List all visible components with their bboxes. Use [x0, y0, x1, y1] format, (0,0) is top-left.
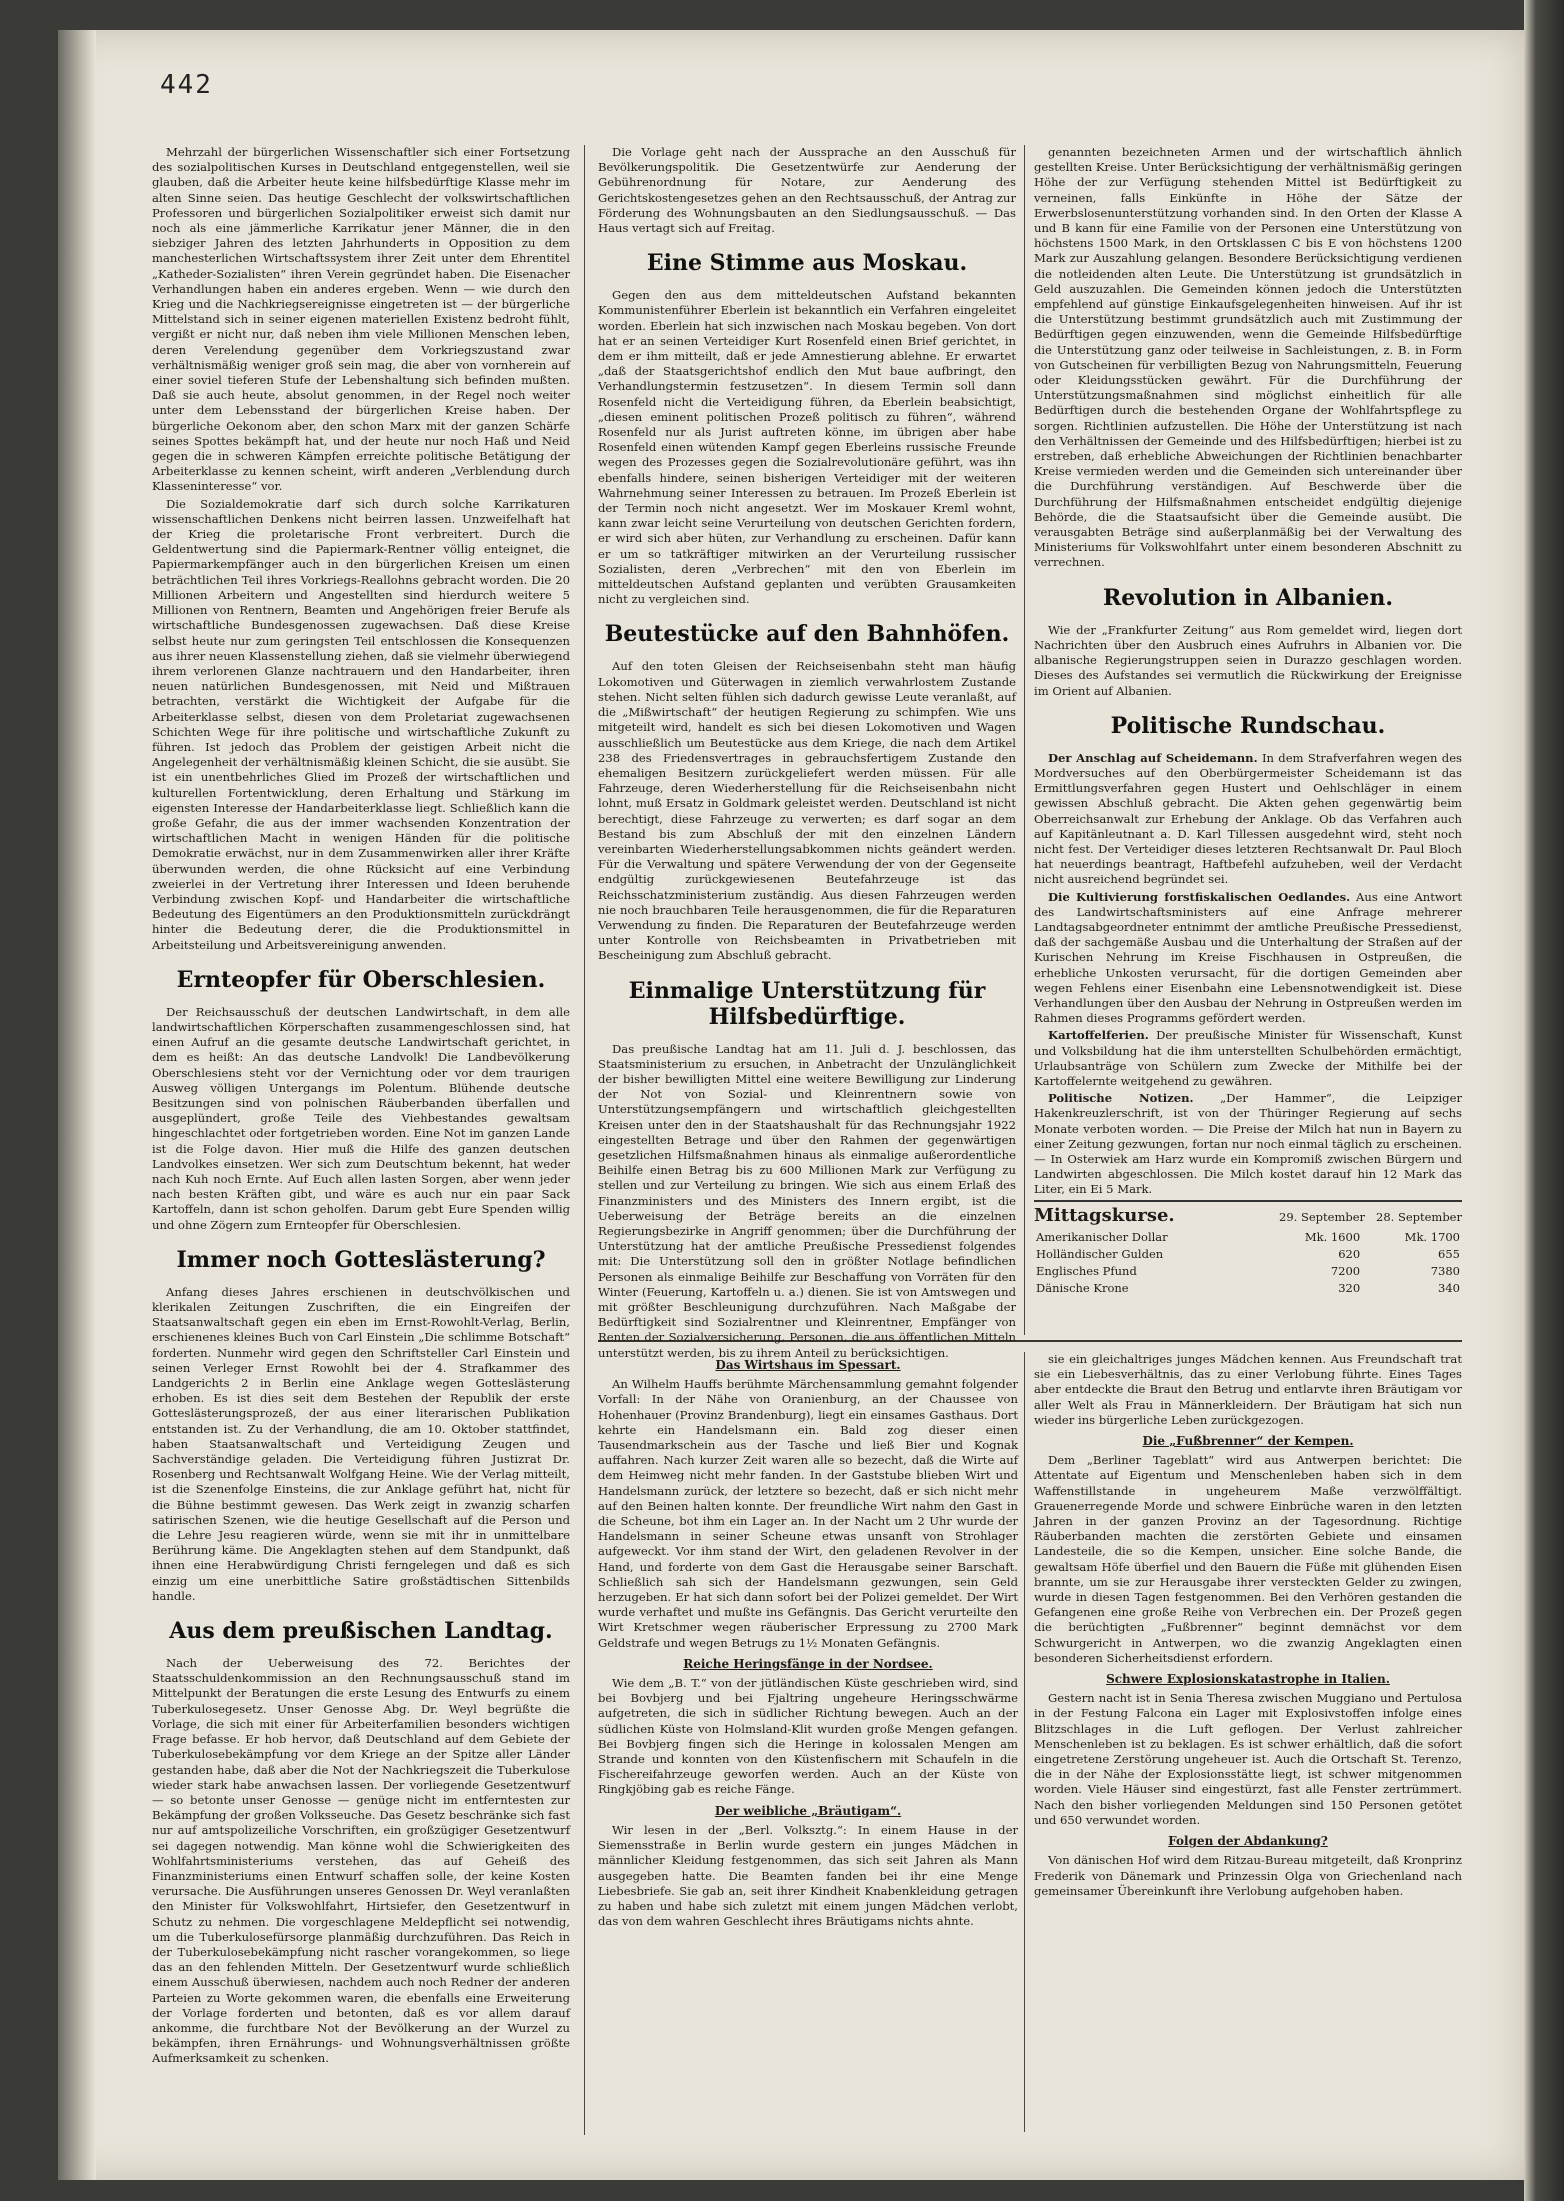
column-1	[152, 145, 570, 2125]
page-binding	[58, 30, 96, 2180]
item-lead: Politische Notizen.	[1048, 1091, 1194, 1106]
article-text: An Wilhelm Hauffs berühmte Märchensammlung gemahnt folgender Vorfall: In der Nähe von Oranienburg, an der Chaussee von Hohenhauer (Provinz Brandenburg), liegt ein einsames Gasthaus. Dort kehrte ein Handelsmann ein. Bald zog dieser einen Tausendmarkschein aus der Tasche und ließ Bier und Kognak auffahren. Nach kurzer Zeit waren alle so bezecht, daß die Wirte auf dem Heimweg nicht mehr fanden. In der Gaststube blieben Wirt und Handelsmann zurück, der letztere so bezecht, daß er sich nicht mehr auf den Beinen halten konnte. Der freundliche Wirt nahm den Gast in die Scheune, bot ihm ein Lager an. In der Nacht um 2 Uhr wurde der Handelsmann in seiner Scheune etwas unsanft von Strohlager aufgeweckt. Vor ihm stand der Wirt, den geladenen Revolver in der Hand, und forderte von dem Gast die Herausgabe seiner Barschaft. Schließlich sah sich der Handelsmann gezwungen, sein Geld herzugeben. Er hat sich dann sofort bei der Polizei gemeldet. Der Wirt wurde verhaftet und mußte ins Gefängnis. Das Gericht verurteilte den Wirt Kretschmer wegen räuberischer Erpressung zu 2700 Mark Geldstrafe und wegen Betrugs zu 1½ Monaten Gefängnis.	[598, 1377, 1018, 1650]
headline-unterstuetzung: Einmalige Unterstützung für Hilfsbedürftige.	[628, 977, 986, 1030]
column-2	[598, 145, 1016, 1360]
item-text: Der preußische Minister für Wissenschaft, Kunst und Volksbildung hat die ihm unterstellten Schulbehörden ermächtigt, Urlaubsanträge von Schülern zum Zwecke der Mithilfe bei der Kartoffelernte weitgehend zu gewähren.	[1034, 1028, 1462, 1088]
exchange-rates-table	[1034, 1229, 1462, 1298]
headline-gotteslaesterung: Immer noch Gotteslästerung?	[176, 1246, 546, 1273]
headline-wirtshaus: Das Wirtshaus im Spessart.	[715, 1358, 901, 1372]
article-text	[1034, 1028, 1462, 1089]
article-text: Der Reichsausschuß der deutschen Landwirtschaft, in dem alle landwirtschaftlichen Körperschaften zusammengeschlossen sind, hat einen Aufruf an die gesamte deutsche Landwirtschaft gerichtet, in dem es heißt: An das deutsche Landvolk! Die Landbevölkerung Oberschlesiens steht vor der Vernichtung oder vor dem traurigen Ausweg völligen Untergangs im Polentum. Blühende deutsche Besitzungen sind von polnischen Räuberbanden überfallen und ausgeplündert, große Teile des Viehbestandes gewaltsam hingeschlachtet oder fortgetrieben worden. Eine Not im ganzen Lande ist die Folge davon. Hier muß die Hilfe des ganzen deutschen Landvolkes einsetzen. Wer sich zum Deutschtum bekennt, hat weder nach Kuh noch Ernte. Auf Euch allen lasten Sorgen, aber wenn jeder nach besten Kräften gibt, und wäre es auch nur ein paar Sack Kartoffeln, dann ist schon geholfen. Darum gebt Eure Spenden willig und ohne Zögern zum Ernteopfer für Oberschlesien.	[152, 1004, 570, 1232]
item-lead: Der Anschlag auf Scheidemann.	[1048, 750, 1258, 765]
table-row: Englisches Pfund 7200 7380	[1036, 1264, 1460, 1279]
item-lead: Kartoffelferien.	[1048, 1028, 1149, 1043]
table-row: Holländischer Gulden 620 655	[1036, 1247, 1460, 1261]
headline-landtag: Aus dem preußischen Landtag.	[169, 1618, 553, 1645]
headline-albanien: Revolution in Albanien.	[1102, 584, 1394, 611]
article-text: Wir lesen in der „Berl. Volksztg.“: In einem Hause in der Siemensstraße in Berlin wurde gestern ein junges Mädchen in männlicher Kleidung festgenommen, das sich seit Jahren als Mann ausgegeben hatte. Die Beamten fanden bei ihr eine Menge Liebesbriefe. Sie gab an, seit ihrer Kindheit Knabenkleidung getragen zu haben und habe sich zuletzt mit einem jungen Mädchen verlobt, das von dem wahren Geschlecht ihres Bräutigams nichts ahnte.	[598, 1822, 1018, 1929]
article-text	[1034, 1091, 1462, 1197]
article-text: Dem „Berliner Tageblatt“ wird aus Antwerpen berichtet: Die Attentate auf Eigentum und Menschenleben haben sich in dem Waffenstillstande in ungeheurem Maße verzwölffältigt. Grauenerregende Morde und schwere Einbrüche waren in den letzten Jahren in der ganzen Provinz an der Tagesordnung. Richtige Räuberbanden machten die zerstörten Gebiete und einsamen Landesteile, die so die Kempen, unsicher. Eine solche Bande, die gewaltsam Höfe überfiel und den Bauern die Füße mit glühenden Eisen brannte, um sie zur Herausgabe ihrer versteckten Gelder zu zwingen, wurde in diesen Tagen festgenommen. Bei den Verhören gestanden die Gefangenen eine große Reihe von Verbrechen ein. Der Prozeß gegen die berüchtigten „Fußbrenner“ beginnt demnächst vor dem Schwurgericht in Antwerpen, wo die zwanzig Angeklagten einen besonderen Sicherheitsdienst erfordern.	[1034, 1453, 1462, 1665]
item-lead: Die Kultivierung forstfiskalischen Oedlandes.	[1048, 889, 1351, 904]
headline-fussbrenner: Die „Fußbrenner“ der Kempen.	[1142, 1434, 1354, 1449]
article-text: Wie dem „B. T.“ von der jütländischen Küste geschrieben wird, sind bei Bovbjerg und bei Fjaltring ungeheure Heringsschwärme aufgetreten, die sich in südlicher Richtung bewegen. Auch an der südlichen Küste von Holmsland-Klit wurden große Mengen gefangen. Bei Bovbjerg fingen sich die Heringe in kolossalen Mengen am Strande und konnten von den Küstenfischern mit Schaufeln in die Fischereifahrzeuge geworfen werden. Auch an der Küste von Ringkjöbing gab es reiche Fänge.	[598, 1676, 1018, 1797]
column-3	[1034, 145, 1462, 1335]
article-text: genannten bezeichneten Armen und der wirtschaftlich ähnlich gestellten Kreise. Unter Berücksichtigung der verhältnismäßig geringen Höhe der zur Verfügung stehenden Mittel ist Bedürftigkeit zu verneinen, falls Einkünfte in Höhe der Sätze der Erwerbslosenunterstützung vorhanden sind. In den Orten der Klasse A und B kann für eine Familie von der Personen eine Unterstützung von höchstens 1500 Mark, in den Ortsklassen C bis E von höchstens 1200 Mark zur Auszahlung gelangen. Besondere Berücksichtigung verdienen die notleidenden alten Leute. Die Unterstützung ist grundsätzlich in Geld auszuzahlen. Die Gemeinden können jedoch die Unterstützten empfehlend auf günstige Einkaufsgelegenheiten hinweisen. Auf ihr ist die Unterstützung bestimmt grundsätzlich auch mit Zustimmung der Bedürftigen gegen einzuwenden, wenn die Gemeinde Hilfsbedürftige die Unterstützung ganz oder teilweise in Sachleistungen, z. B. in Form von Gutscheinen für verbilligten Bezug von Nahrungsmitteln, Feuerung oder Kleidungsstücken gewährt. Für die Durchführung der Unterstützungsmaßnahmen sind möglichst einheitlich für alle Bedürftigen durch die bestehenden Organe der Wohlfahrtspflege zu sorgen. Richtlinien aufzustellen. Die Höhe der Unterstützung ist nach den Verhältnissen der Gemeinde und des Hilfsbedürftigen; hierbei ist zu erstreben, daß erhebliche Abweichungen der Richtlinien benachbarter Kreise vermieden werden und die Gemeinden sich untereinander über die Durchführung verständigen. Auf Beschwerde über die Durchführung der Hilfsmaßnahmen entscheidet endgültig diejenige Behörde, die die Staatsaufsicht über die Gemeinde ausübt. Die verausgabten Beträge sind außerplanmäßig bei der Verwaltung des Ministeriums für Volkswohlfahrt unter einem besonderen Abschnitt zu verrechnen.	[1034, 145, 1462, 570]
column-rule	[1024, 1352, 1025, 2132]
article-text: Die Sozialdemokratie darf sich durch solche Karrikaturen wissenschaftlichen Denkens nicht beirren lassen. Unzweifelhaft hat der Krieg die proletarische Front verbreitert. Durch die Geldentwertung sind die Papiermark-Rentner völlig enteignet, die Papiermarkempfänger auch in den bürgerlichen Kreisen um einen beträchtlichen Teil ihres Vorkriegs-Reallohns gebracht worden. Die 20 Millionen Arbeitern und Angestellten sind hierdurch weitere 5 Millionen von Rentnern, Beamten und Angehörigen freier Berufe als wirtschaftliche Bundesgenossen zugewachsen. Daß diese Kreise selbst heute nur zum geringsten Teil entschlossen die Konsequenzen aus ihrer neuen Klassenstellung ziehen, daß sie vielmehr überwiegend ihrem verlorenen Glanze nachtrauern und den Handarbeiter, ihren neuen natürlichen Bundesgenossen, mit Neid und Mißtrauen betrachten, verstärkt die Wichtigkeit der Aufgabe für die Arbeiterklasse selbst, diesen von dem Proletariat zugewachsenen Schichten Wege für ihre politische und wirtschaftliche Zukunft zu führen. Ist jedoch das Problem der geistigen Arbeit nicht die Angelegenheit der verhältnismäßig kleinen Schicht, die sie ausübt. Sie ist ein unentbehrliches Glied im Prozeß der wirtschaftlichen und kulturellen Fortentwicklung, deren Erhaltung und Stärkung im eigensten Interesse der Handarbeiterklasse liegt. Schließlich kann die große Gefahr, die aus der immer wachsenden Konzentration der wirtschaftlichen Macht in wenigen Händen für die politische Demokratie erwächst, nur in dem Zusammenwirken aller ihrer Kräfte überwunden werden, die ohne Rücksicht auf eine Verbindung zweierlei in der Vertretung ihrer Interessen und Ideen beruhende Verbindung zwischen Kopf- und Handarbeiter die wirtschaftliche Bedeutung des Eigentümers an den Produktionsmitteln zurückdrängt hinter die Bedeutung derer, die die Produktionsmittel in Arbeitsteilung und Arbeitsvereinigung anwenden.	[152, 496, 570, 952]
headline-heringsfaenge: Reiche Heringsfänge in der Nordsee.	[683, 1656, 933, 1671]
page-number: 442	[160, 70, 213, 100]
item-text: „Der Hammer“, die Leipziger Hakenkreuzlerschrift, ist von der Thüringer Regierung auf sechs Monate verboten worden. — Die Preise der Milch hat nun in Bayern zu einer Zeitung gezwungen, fortan nur noch einmal täglich zu erscheinen. — In Osterwiek am Harz wurde ein Kompromiß zwischen Bürgern und Landwirten abgeschlossen. Die Milch kostet darauf hin 12 Mark das Liter, ein Ei 5 Mark.	[1034, 1091, 1463, 1197]
exchange-rates-title: Mittagskurse.	[1034, 1204, 1175, 1226]
date-previous: 28. September	[1376, 1209, 1462, 1224]
article-text: Von dänischen Hof wird dem Ritzau-Bureau mitgeteilt, daß Kronprinz Frederik von Dänemark und Prinzessin Olga von Griechenland nach gemeinsamer Übereinkunft ihre Verlobung aufgehoben haben.	[1034, 1853, 1462, 1898]
article-text: Mehrzahl der bürgerlichen Wissenschaftler sich einer Fortsetzung des sozialpolitischen Kurses in Deutschland entgegenstellen, weil sie glauben, daß die Arbeiter heute keine hilfsbedürftige Klasse mehr im alten Sinne seien. Das heutige Geschlecht der volkswirtschaftlichen Professoren und bürgerlichen Sozialpolitiker erweist sich damit nur noch als eine jämmerliche Karrikatur jener Männer, die in den siebziger Jahren des letzten Jahrhunderts in Opposition zu dem manchesterlichen Wirtschaftssystem ihrer Zeit unter dem Ehrentitel „Katheder-Sozialisten“ ihren Verein gegründet haben. Die Eisenacher Verhandlungen haben ein anderes ergeben. Wenn — wie durch den Krieg und die Nachkriegsereignisse eingetreten ist — der bürgerliche Mittelstand sich in seiner eigenen materiellen Existenz bedroht fühlt, vergißt er nicht nur, daß neben ihm viele Millionen Menschen leben, deren Verelendung gegenüber dem Vorkriegszustand zwar verhältnismäßig weniger groß sein mag, die aber von vornherein auf einer soviel tieferen Stufe der Lebenshaltung sich befinden mußten. Daß sie auch heute, absolut genommen, in der Regel noch weiter unter dem Lebensstand der bürgerlichen Kreise haben. Der bürgerliche Oekonom aber, den schon Marx mit der ganzen Schärfe seines Spottes bekämpft hat, und der heute nur noch Haß und Neid gegen die in schweren Kämpfen erreichte politische Betätigung der Arbeiterklasse zu kennen scheint, wirft anderen „Verblendung durch Klasseninteresse“ vor.	[152, 145, 570, 494]
column-rule	[1024, 145, 1025, 1335]
table-row: Amerikanischer Dollar Mk. 1600 Mk. 1700	[1036, 1229, 1460, 1244]
headline-beutestuecke: Beutestücke auf den Bahnhöfen.	[604, 621, 1010, 648]
headline-politische-rundschau: Politische Rundschau.	[1110, 712, 1386, 739]
article-text: Nach der Ueberweisung des 72. Berichtes der Staatsschuldenkommission an den Rechnungsausschuß stand im Mittelpunkt der Beratungen die erste Lesung des Entwurfs zu einem Tuberkulosegesetz. Unser Genosse Abg. Dr. Weyl begrüßte die Vorlage, die sich mit einer für Arbeiterfamilien besonders wichtigen Frage befasse. Er hob hervor, daß Deutschland auf dem Gebiete der Tuberkulosebekämpfung vor dem Kriege an der Spitze aller Länder gestanden habe, daß aber die Not der Nachkriegszeit die Tuberkulose wieder stark habe anwachsen lassen. Der vorliegende Gesetzentwurf — so betonte unser Genosse — genüge nicht im entferntesten zur Bekämpfung der großen Volksseuche. Das Gesetz beschränke sich fast nur auf amtspolizeiliche Vorschriften, ein großzügiger Gesetzentwurf sei dagegen notwendig. Man könne wohl die Schwierigkeiten des Wohlfahrtsministeriums verstehen, das auf Geheiß des Finanzministeriums einen Entwurf schaffen solle, der keine Kosten verursache. Die Ausführungen unseres Genossen Dr. Weyl veranlaßten den Minister für Volkswohlfahrt, Hirtsiefer, den Gesetzentwurf in Schutz zu nehmen. Die vorgeschlagene Meldepflicht sei notwendig, um die Tuberkulosefürsorge planmäßig durchzuführen. Das Reich in der Tuberkulosebekämpfung nicht rascher vorangekommen, so liege das an den fehlenden Mitteln. Der Gesetzentwurf wurde schließlich einem Ausschuß überwiesen, nachdem auch noch Redner der anderen Parteien zu Worte gekommen waren, die ebenfalls eine Erweiterung der Vorlage forderten und betonten, daß es vor allem darauf ankomme, die furchtbare Not der Bevölkerung an der Wurzel zu bekämpfen, ihren Ernährungs- und Wohnungsverhältnissen größte Aufmerksamkeit zu schenken.	[152, 1656, 570, 2066]
article-text: Gestern nacht ist in Senia Theresa zwischen Muggiano und Pertulosa in der Festung Falcona ein Lager mit Explosivstoffen infolge eines Blitzschlages in die Luft geflogen. Der Verlust zahlreicher Menschenleben ist zu beklagen. Es ist schwer erhältlich, daß die sofort eingetretene Zerstörung ungeheuer ist. Auch die Ortschaft St. Terenzo, die in der Nähe der Explosionsstätte liegt, ist schwer mitgenommen worden. Viele Häuser sind eingestürzt, fast alle Fenster zertrümmert. Nach den bisher vorliegenden Meldungen sind 150 Personen getötet und 650 verwundet worden.	[1034, 1691, 1462, 1827]
lower-column-3	[1034, 1352, 1462, 2132]
exchange-rates-header	[1034, 1200, 1462, 1225]
table-row: Dänische Krone 320 340	[1036, 1281, 1460, 1296]
article-text: Gegen den aus dem mitteldeutschen Aufstand bekannten Kommunistenführer Eberlein ist bekanntlich ein Verfahren eingeleitet worden. Eberlein hat sich inzwischen nach Moskau begeben. Von dort hat er an seinen Verteidiger Kurt Rosenfeld einen Brief gerichtet, in dem er ihm mitteilt, daß er jede Amnestierung ablehne. Er erwartet „daß der Staatsgerichtshof endlich den Mut baue aufbringt, den Verhandlungstermin festzusetzen“. In diesem Termin soll dann Rosenfeld nicht die Verteidigung führen, da Eberlein beabsichtigt, „diesen eminent politischen Prozeß politisch zu führen“, während Rosenfeld nur als Jurist auftreten könne, im übrigen aber habe Rosenfeld einen wütenden Kampf gegen Eberleins russische Freunde wegen des Prozesses gegen die Sozialrevolutionäre geführt, was ihn ebenfalls hindere, seinen bisherigen Verteidiger mit der weiteren Wahrnehmung seiner Interessen zu betrauen. Im Prozeß Eberlein ist der Termin noch nicht angesetzt. Wer im Moskauer Kreml wohnt, kann zwar leicht seine Verurteilung von deutschen Gerichten fordern, er wird sich aber hüten, zur Verhandlung zu erscheinen. Dafür kann er um so tatkräftiger mitwirken an der Verurteilung russischer Sozialisten, deren „Verbrechen“ mit den von Eberlein im mitteldeutschen Aufstand geplanten und verübten Grausamkeiten nicht zu vergleichen sind.	[598, 288, 1016, 607]
column-rule	[584, 145, 585, 2135]
article-text: Die Vorlage geht nach der Aussprache an den Ausschuß für Bevölkerungspolitik. Die Gesetzentwürfe zur Aenderung der Gebührenordnung für Notare, zur Aenderung des Gerichtskostengesetzes gehen an den Rechtsausschuß, der Antrag zur Förderung des Wohnungsbauten an den Siedlungsausschuß. — Das Haus vertagt sich auf Freitag.	[598, 145, 1016, 236]
article-text: Das preußische Landtag hat am 11. Juli d. J. beschlossen, das Staatsministerium zu ersuchen, in Anbetracht der Unzulänglichkeit der bisher bewilligten Mittel eine weitere Bewilligung zur Linderung der Not von Sozial- und Kleinrentnern sowie von Unterstützungsempfängern und wirtschaftlich gleichgestellten Kreisen unter den in der Staatshaushalt für das Rechnungsjahr 1922 eingestellten Betrage und über den Rahmen der gegenwärtigen gesetzlichen Hilfsmaßnahmen hinaus als einmalige außerordentliche Beihilfe einen Betrag bis zu 600 Millionen Mark zur Verfügung zu stellen und zur Verteilung zu bringen. Wie sich aus einem Erlaß des Finanzministers und des Ministers des Innern ergibt, ist die Ueberweisung der Beträge bereits an die einzelnen Regierungsbezirke in Angriff genommen; über die Durchführung der Unterstützung hat der amtliche Preußische Pressedienst folgendes mit: Die Unterstützung soll den in größter Notlage befindlichen Personen als einmalige Beihilfe zur Beschaffung von Vorräten für den Winter (Feuerung, Kartoffeln u. a.) dienen. Sie ist von Amtswegen und mit größter Beschleunigung durchzuführen. Nach Maßgabe der Bedürftigkeit sind Sozialrentner und Kleinrentner, Empfänger von Renten der Sozialversicherung, Personen, die aus öffentlichen Mitteln unterstützt werden, bis zu ihrem Anteil zu berücksichtigen.	[598, 1041, 1016, 1360]
date-current: 29. September	[1279, 1209, 1366, 1224]
lower-column-2	[598, 1352, 1018, 2132]
headline-explosion: Schwere Explosionskatastrophe in Italien.	[1106, 1672, 1390, 1687]
item-text: Aus eine Antwort des Landwirtschaftsministers auf eine Anfrage mehrerer Landtagsabgeordneter entnimmt der amtliche Preußische Pressedienst, daß der sachgemäße Ausbau und die Unterhaltung der Straßen auf der Kurischen Nehrung im Kreise Fischhausen in Ostpreußen, die erhebliche Unkosten verursacht, für die dortigen Gemeinden aber wegen Fehlens einer Eisenbahn eine Lebensnotwendigkeit ist. Diese Verhandlungen über den Ausbau der Nehrung in Ostpreußen werden im Rahmen dieses Programms gefördert werden.	[1034, 889, 1462, 1026]
article-text: Anfang dieses Jahres erschienen in deutschvölkischen und klerikalen Zeitungen Zuschriften, die ein Eingreifen der Staatsanwaltschaft gegen ein eben im Ernst-Rowohlt-Verlag, Berlin, erschienenes kleines Buch von Carl Einstein „Die schlimme Botschaft“ forderten. Nunmehr wird gegen den Schriftsteller Carl Einstein und seinen Verleger Ernst Rowohlt bei der 4. Strafkammer des Landgerichts 2 in Berlin eine Anklage wegen Gotteslästerung erhoben. Es ist dies seit dem Bestehen der Republik der erste Gotteslästerungsprozeß, der aus einer literarischen Publikation entstanden ist. Zu der Verhandlung, die am 10. Oktober stattfindet, haben Staatsanwaltschaft und Verteidigung Zeugen und Sachverständige geladen. Die Verteidigung führen Justizrat Dr. Rosenberg und Rechtsanwalt Wolfgang Heine. Wie der Verlag mitteilt, ist die Szenenfolge Einsteins, die zur Anklage geführt hat, nicht für die Bühne bestimmt gewesen. Das Werk zeigt in zwanzig scharfen satirischen Szenen, wie die heutige Gesellschaft auf die Person und die Lehre Jesu reagieren würde, wenn sie mit ihr in unmittelbare Berührung käme. Die Angeklagten stehen auf dem Standpunkt, daß ihnen eine Herabwürdigung Christi ferngelegen und daß es sich einzig um eine unerbittliche Satire großstädtischen Sittenbilds handle.	[152, 1284, 570, 1603]
headline-moskau: Eine Stimme aus Moskau.	[646, 250, 968, 277]
article-text: Wie der „Frankfurter Zeitung“ aus Rom gemeldet wird, liegen dort Nachrichten über den Ausbruch eines Aufruhrs in Albanien vor. Die albanische Regierungstruppen seien in Durazzo geschlagen worden. Dieses des Aufstandes sei vermutlich die Rückwirkung der Ereignisse im Orient auf Albanien.	[1034, 622, 1462, 698]
headline-abdankung: Folgen der Abdankung?	[1168, 1834, 1328, 1849]
article-text	[1034, 751, 1462, 888]
article-text: Auf den toten Gleisen der Reichseisenbahn steht man häufig Lokomotiven und Güterwagen in ziemlich verwahrlostem Zustande stehen. Nicht selten fühlen sich dadurch gewisse Leute veranlaßt, auf die „Mißwirtschaft“ der heutigen Regierung zu schimpfen. Wie uns mitgeteilt wird, handelt es sich bei diesen Lokomotiven und Wagen ausschließlich um Beutestücke aus dem Kriege, die nach dem Artikel 238 des Friedensvertrages in gebrauchsfertigem Zustande den ehemaligen Besitzern zurückgeliefert werden müssen. Für alle Fahrzeuge, deren Wiederherstellung für die Reichseisenbahn nicht lohnt, muß Ersatz in Goldmark geleistet werden. Deutschland ist nicht berechtigt, diese Fahrzeuge zu verwerten; es darf sogar an dem Bestand bis zum Abschluß der mit den einzelnen Ländern vereinbarten Wiederherstellungsabkommen nichts geändert werden. Für die Verwaltung und spätere Verwendung der von der Gegenseite endgültig zurückgewiesenen Beutefahrzeuge ist das Reichsschatzministerium zuständig. Aus diesen Fahrzeugen werden nie noch brauchbaren Teile herausgenommen, die für die Reparaturen Verwendung zu finden. Die Reparaturen der Beutefahrzeuge werden unter Kontrolle von Reichsbeamten in Privatbetrieben mit Bescheinigung zum Abschluß gebracht.	[598, 659, 1016, 963]
article-text: sie ein gleichaltriges junges Mädchen kennen. Aus Freundschaft trat sie ein Liebesverhältnis, das zu einer Verlobung führte. Eines Tages aber entdeckte die Braut den Betrug und entlarvte ihren Bräutigam vor aller Welt als Frau in Männerkleidern. Der Bräutigam hat sich nun wieder ins bürgerliche Leben zurückgezogen.	[1034, 1352, 1462, 1427]
book-edge	[1524, 0, 1564, 2201]
item-text: In dem Strafverfahren wegen des Mordversuches auf den Oberbürgermeister Scheidemann ist das Ermittlungsverfahren gegen Hustert und Oehlschläger in einem gewissen Abschluß gebracht. Die Akten gehen gegenwärtig beim Oberreichsanwalt zur Erhebung der Anklage. Ob das Verfahren auch auf Kapitänleutnant a. D. Karl Tillessen ausgedehnt wird, steht noch nicht fest. Der Verteidiger dieses letzteren Rechtsanwalt Dr. Paul Bloch hat neuerdings beantragt, Haftbefehl aufzuheben, weil der Verdacht nicht ausreichend begründet sei.	[1034, 750, 1463, 887]
headline-ernteopfer: Ernteopfer für Oberschlesien.	[176, 966, 546, 993]
article-text	[1034, 890, 1462, 1027]
headline-braeutigam: Der weibliche „Bräutigam“.	[714, 1803, 902, 1818]
